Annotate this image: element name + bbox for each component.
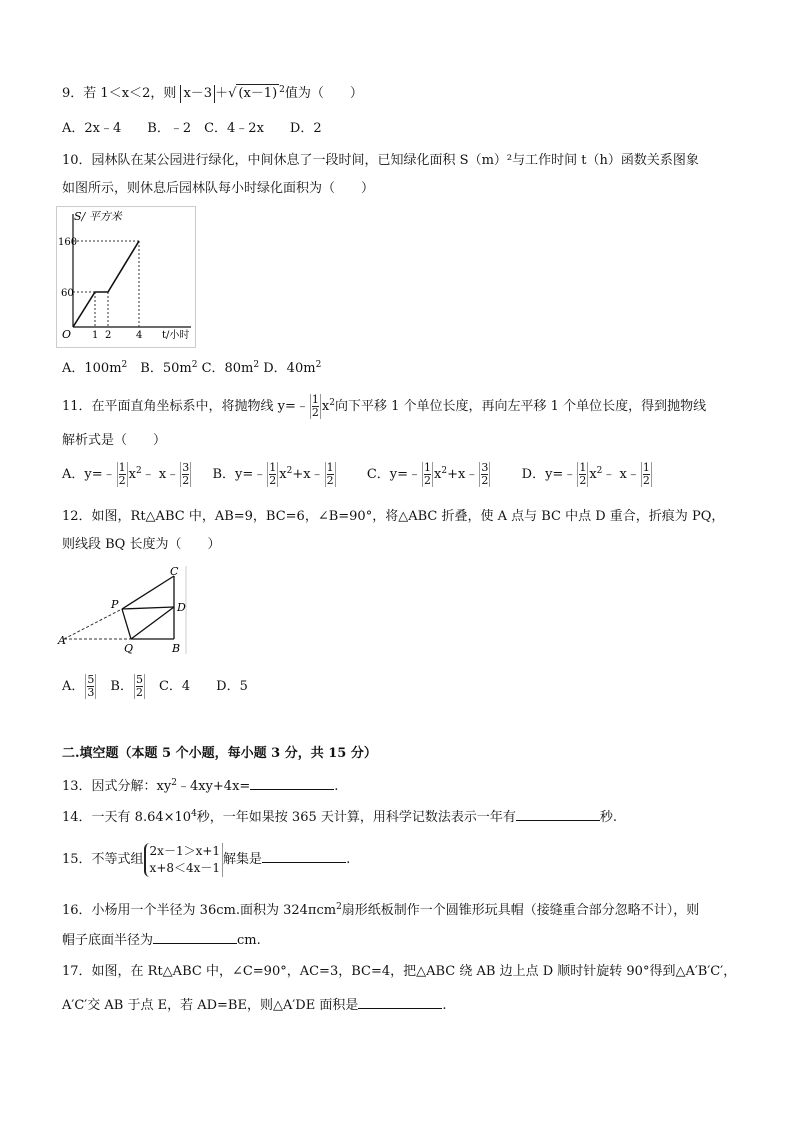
q17-text: A′C′交 AB 于点 E，若 AD=BE，则△A′DE 面积是 — [62, 998, 359, 1013]
q11-text-a: 11．在平面直角坐标系中，将抛物线 y=﹣ — [62, 399, 309, 414]
q11-text-c: 向下平移 1 个单位长度，再向左平移 1 个单位长度，得到抛物线 — [335, 399, 707, 414]
q16-text-a: 16．小杨用一个半径为 36cm.面积为 324πcm — [62, 903, 337, 918]
q9-options: A．2x﹣4 B．﹣2 C．4﹣2x D．2 — [62, 121, 322, 136]
q15-row1: 2x－1＞x+1 — [150, 843, 224, 860]
q15-post: . — [346, 852, 351, 867]
q15-mid: 解集是 — [223, 852, 263, 867]
q10-graph — [56, 206, 202, 352]
q12-figure — [56, 564, 192, 656]
sq: 2 — [135, 466, 142, 476]
q9-sqrt-sign: √ — [228, 86, 237, 101]
q10-origin: O — [62, 328, 72, 341]
q9-absolute-value — [180, 85, 215, 103]
q11-option-b — [212, 461, 336, 487]
q17-answer-blank[interactable] — [358, 996, 442, 1009]
q13-mid: ﹣4xy+4x= — [176, 779, 251, 794]
q13-sq: 2 — [171, 778, 177, 788]
q13 — [62, 777, 338, 796]
q11-option-c — [366, 461, 492, 487]
q11-fraction — [310, 394, 321, 419]
q16-unit: cm. — [237, 933, 261, 948]
q10-y-tick-60: 60 — [61, 288, 74, 299]
q15-pre: 15．不等式组 — [62, 852, 144, 867]
q10-y-tick-160: 160 — [58, 237, 78, 248]
q12-label-q: Q — [124, 642, 134, 655]
q11-var: x — [321, 399, 330, 414]
q11-opt-b-frac1 — [267, 462, 278, 487]
q11-opt-d-frac1 — [577, 462, 588, 487]
q10-graph-frame — [57, 207, 196, 348]
num: 5 — [135, 673, 143, 686]
q12-label-p: P — [111, 598, 119, 611]
q10-x-tick-2: 2 — [105, 330, 112, 341]
q10-opt-c: C．80m — [197, 361, 254, 376]
q14-mid: 秒，一年如果按 365 天计算，用科学记数法表示一年有 — [196, 810, 516, 825]
q12-options — [62, 674, 248, 700]
den: 2 — [182, 474, 190, 487]
q16-line2 — [62, 931, 261, 950]
q14-pre: 14．一天有 8.64×10 — [62, 810, 192, 825]
num: 5 — [87, 673, 95, 686]
num: 1 — [118, 461, 126, 474]
q15-answer-blank[interactable] — [262, 850, 346, 863]
rest: +x﹣ — [292, 467, 324, 482]
den: 2 — [135, 686, 143, 699]
q12-seg-pc — [122, 576, 174, 609]
var: x — [279, 467, 287, 482]
den: 2 — [118, 474, 126, 487]
q12-seg-qd — [131, 607, 174, 639]
q9-text2: 2，则 — [142, 86, 181, 101]
q15 — [62, 840, 350, 880]
num: 1 — [269, 461, 277, 474]
q10-function-line — [73, 241, 139, 327]
q10-sq-a: 2 — [121, 360, 128, 370]
q11-line1 — [62, 394, 706, 420]
q11-opt-a-label: A．y=﹣ — [62, 467, 116, 482]
q10-options — [62, 360, 321, 378]
num: 1 — [424, 461, 432, 474]
q12-label-d: D — [177, 601, 186, 614]
q17-line1: 17．如图，在 Rt△ABC 中，∠C=90°，AC=3，BC=4，把△ABC 绕 AB 边上点 D 顺时针旋转 90°得到△A′B′C′， — [62, 964, 737, 979]
section-2-heading: 二.填空题（本题 5 个小题，每小题 3 分，共 15 分） — [62, 746, 377, 761]
q13-pre: 13．因式分解：xy — [62, 779, 172, 794]
q9-var: x — [121, 86, 130, 101]
q11-opt-b-label: B．y=﹣ — [212, 467, 267, 482]
q16-sq: 2 — [336, 902, 342, 912]
q10-y-label: S/ 平方米 — [74, 210, 122, 223]
rest: ﹣ x﹣ — [141, 467, 180, 482]
q10-line1: 10．园林队在某公园进行绿化，中间休息了一段时间，已知绿化面积 S（m）²与工作时间 t（h）函数关系图象 — [62, 153, 699, 168]
den: 2 — [424, 474, 432, 487]
q11-frac-num: 1 — [311, 393, 319, 406]
q12-opt-b: B． — [97, 679, 133, 694]
q11-opt-a-frac1 — [117, 462, 128, 487]
q10-sq-d: 2 — [315, 360, 322, 370]
q9-sqrt-inner: (x－1) — [238, 86, 278, 101]
sq: 2 — [286, 466, 293, 476]
q9-text: 9．若 1 — [62, 86, 109, 101]
q11-opt-c-frac2 — [479, 462, 490, 487]
q13-answer-blank[interactable] — [250, 777, 334, 790]
var: x — [128, 467, 136, 482]
sq: 2 — [441, 466, 448, 476]
q16-line1 — [62, 902, 699, 920]
q11-frac-den: 2 — [311, 406, 319, 419]
num: 1 — [326, 461, 334, 474]
q10-opt-a: A．100m — [62, 361, 122, 376]
q9-lt2: ＜ — [129, 86, 143, 101]
q10-x-tick-4: 4 — [136, 330, 143, 341]
q12-opt-a-frac — [85, 674, 96, 699]
q11-option-a — [62, 461, 192, 487]
den: 2 — [326, 474, 334, 487]
den: 2 — [642, 474, 650, 487]
q12-opt-a: A． — [62, 679, 85, 694]
q14 — [62, 808, 617, 827]
num: 1 — [579, 461, 587, 474]
q9-abs-inner: x－3 — [183, 86, 213, 101]
den: 3 — [87, 686, 95, 699]
q12-seg-pq — [122, 609, 131, 639]
q12-dashed-ap — [64, 609, 122, 639]
q9-sqrt — [236, 84, 279, 103]
q16-answer-blank[interactable] — [153, 931, 237, 944]
den: 2 — [579, 474, 587, 487]
q11-opt-a-frac2 — [180, 462, 191, 487]
q16-text-b: 扇形纸板制作一个圆锥形玩具帽（接缝重合部分忽略不计），则 — [341, 903, 700, 918]
q10-sq-b: 2 — [191, 360, 198, 370]
q11-opt-c-frac1 — [422, 462, 433, 487]
num: 3 — [182, 461, 190, 474]
q10-x-label: t/小时 — [162, 330, 190, 341]
q11-opt-c-label: C．y=﹣ — [366, 467, 422, 482]
q14-exp: 4 — [191, 809, 197, 819]
q12-label-b: B — [172, 642, 181, 655]
q12-label-a: A — [58, 634, 66, 647]
q9-plus: ＋ — [215, 86, 229, 101]
q11-options — [62, 462, 653, 488]
q15-inequality-system — [144, 843, 224, 877]
q14-post: 秒. — [599, 810, 618, 825]
q13-post: . — [334, 779, 339, 794]
q11-opt-d-label: D．y=﹣ — [521, 467, 577, 482]
sq: 2 — [596, 466, 603, 476]
q16-text-c: 帽子底面半径为 — [62, 933, 154, 948]
q15-row2: x+8＜4x－1 — [150, 860, 224, 877]
q17-post: . — [442, 998, 447, 1013]
num: 1 — [642, 461, 650, 474]
rest: ﹣ x﹣ — [602, 467, 640, 482]
q9-exp: 2 — [279, 85, 285, 95]
q17-line2 — [62, 996, 446, 1015]
q12-label-c: C — [170, 565, 179, 578]
num: 3 — [481, 461, 489, 474]
q11-opt-d-frac2 — [641, 462, 652, 487]
q9-lt: ＜ — [108, 86, 122, 101]
q9-tail: 值为（ ） — [284, 86, 363, 101]
q10-opt-d: D．40m — [259, 361, 316, 376]
q12-line1: 12．如图，Rt△ABC 中，AB=9，BC=6，∠B=90°，将△ABC 折叠，使 A 点与 BC 中点 D 重合，折痕为 PQ， — [62, 509, 725, 524]
var: x — [434, 467, 442, 482]
rest: +x﹣ — [447, 467, 479, 482]
q9-stem — [62, 84, 363, 103]
q12-seg-pd — [122, 607, 174, 609]
q10-line2: 如图所示，则休息后园林队每小时绿化面积为（ ） — [62, 181, 375, 196]
q12-line2: 则线段 BQ 长度为（ ） — [62, 537, 221, 552]
q14-answer-blank[interactable] — [516, 808, 600, 821]
var: x — [589, 467, 597, 482]
q12-opt-b-frac — [134, 674, 145, 699]
q11-opt-b-frac2 — [325, 462, 336, 487]
q12-opt-rest: C．4 D．5 — [145, 679, 248, 694]
q11-line2: 解析式是（ ） — [62, 433, 167, 448]
den: 2 — [269, 474, 277, 487]
q11-sq: 2 — [329, 398, 335, 408]
q10-opt-b: B．50m — [127, 361, 192, 376]
q10-x-tick-1: 1 — [92, 330, 99, 341]
q10-sq-c: 2 — [253, 360, 260, 370]
den: 2 — [481, 474, 489, 487]
q11-option-d — [521, 461, 653, 487]
